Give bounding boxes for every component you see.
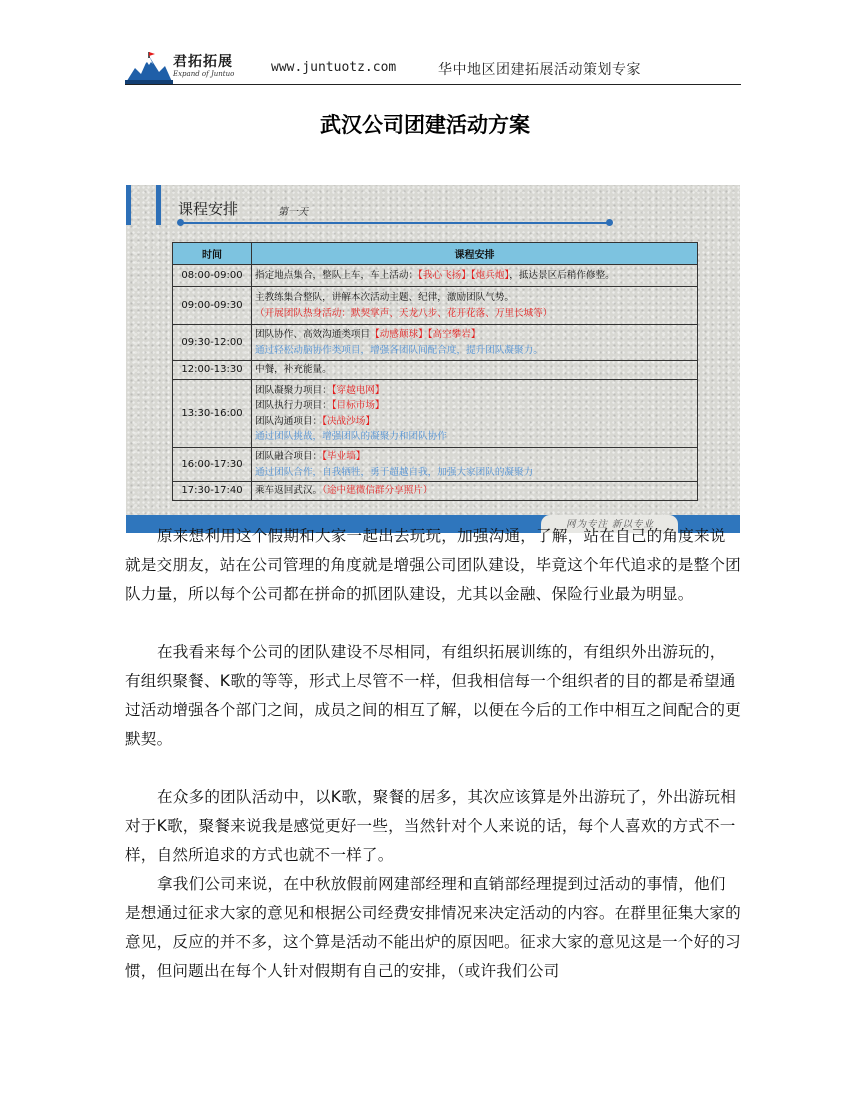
table-row [173, 265, 698, 287]
activity-cell [252, 287, 698, 325]
mountain-logo-icon [125, 50, 173, 84]
activity-segment: 【我心飞扬】【炮兵炮】 [418, 269, 510, 281]
schedule-footer-text: 网为专注 新以专业 [566, 519, 655, 530]
activity-cell [252, 448, 698, 482]
site-url-link[interactable]: www.juntuotz.com [271, 60, 397, 75]
activity-segment: 指定地点集合，整队上车，车上活动： [255, 269, 419, 281]
schedule-heading: 课程安排 [178, 200, 239, 218]
activity-line [255, 429, 694, 445]
activity-segment: 团队沟通项目： [255, 415, 323, 427]
page-title: 武汉公司团建活动方案 [320, 113, 530, 137]
juntuo-logo [125, 50, 250, 84]
activity-line [255, 268, 694, 284]
header-divider [125, 84, 741, 85]
activity-cell [252, 380, 698, 448]
time-cell: 09:30-12:00 [173, 325, 252, 361]
activity-line [255, 362, 694, 378]
table-row [173, 448, 698, 482]
column-header-activity: 课程安排 [252, 243, 698, 265]
activity-line [255, 449, 694, 465]
activity-segment: ，抵达景区后稍作修整。 [509, 269, 615, 281]
activity-line [255, 383, 694, 399]
activity-segment: 【目标市场】 [331, 400, 385, 411]
underline-dot [606, 219, 613, 226]
body-paragraph: 在我看来每个公司的团队建设不尽相同，有组织拓展训练的，有组织外出游玩的，有组织聚餐、K歌的等等，形式上尽管不一样，但我相信每一个组织者的目的都是希望通过活动增强各个部门之间，成员之间的相互了解，以便在今后的工作中相互之间配合的更默契。 [125, 643, 741, 748]
activity-segment: 通过轻松动脑协作类项目，增强各团队间配合度，提升团队凝聚力。 [255, 344, 543, 356]
activity-segment: 通过团队合作，自我牺牲，勇于超越自我，加强大家团队的凝聚力 [255, 466, 534, 478]
activity-segment: 团队执行力项目： [255, 400, 332, 411]
activity-cell [252, 361, 698, 380]
logo-text: 君拓拓展 [173, 54, 233, 70]
underline-dot [177, 219, 184, 226]
activity-line [255, 398, 694, 414]
accent-bar [156, 185, 161, 225]
table-row [173, 325, 698, 361]
table-row [173, 380, 698, 448]
body-paragraph: 在众多的团队活动中，以K歌，聚餐的居多，其次应该算是外出游玩了，外出游玩相对于K歌，聚餐来说我是感觉更好一些，当然针对个人来说的话，每个人喜欢的方式不一样，自然所追求的方式也就不一样了。 [125, 788, 737, 864]
activity-line [255, 465, 694, 481]
activity-line [255, 327, 694, 343]
logo-subtitle: Expand of Juntuo [173, 70, 235, 78]
activity-line [255, 414, 694, 430]
page-header [125, 42, 741, 84]
heading-underline [181, 222, 609, 224]
activity-segment: （途中建微信群分享照片） [322, 485, 433, 497]
activity-segment: 中餐，补充能量。 [255, 364, 332, 376]
activity-cell [252, 482, 698, 501]
time-cell: 13:30-16:00 [173, 380, 252, 448]
time-cell: 09:00-09:30 [173, 287, 252, 325]
activity-cell [252, 265, 698, 287]
time-cell: 16:00-17:30 [173, 448, 252, 482]
table-row [173, 361, 698, 380]
activity-cell [252, 325, 698, 361]
activity-segment: 【动感颠球】【高空攀岩】 [370, 329, 481, 340]
activity-segment: 乘车返回武汉。 [255, 485, 323, 497]
schedule-image [126, 185, 740, 533]
activity-segment: 【毕业墙】 [322, 451, 366, 462]
body-paragraph: 拿我们公司来说，在中秋放假前网建部经理和直销部经理提到过活动的事情，他们是想通过征求大家的意见和根据公司经费安排情况来决定活动的内容。在群里征集大家的意见，反应的并不多，这个算是活动不能出炉的原因吧。征求大家的意见这是一个好的习惯，但问题出在每个人针对假期有自己的安排，（或许我们公司 [125, 875, 741, 980]
activity-segment: 主教练集合整队，讲解本次活动主题、纪律，激励团队气势。 [255, 292, 515, 303]
column-header-time: 时间 [173, 243, 252, 265]
activity-segment: 团队凝聚力项目： [255, 384, 332, 396]
time-cell: 08:00-09:00 [173, 265, 252, 287]
activity-segment: 通过团队挑战，增强团队的凝聚力和团队协作 [255, 431, 447, 442]
table-row [173, 482, 698, 501]
table-row [173, 287, 698, 325]
activity-line [255, 306, 694, 322]
activity-segment: 【穿越电网】 [331, 384, 385, 396]
header-slogan: 华中地区团建拓展活动策划专家 [438, 62, 641, 78]
activity-segment: 【决战沙场】 [322, 415, 375, 427]
activity-segment: 团队融合项目： [255, 451, 323, 462]
time-cell: 17:30-17:40 [173, 482, 252, 501]
time-cell: 12:00-13:30 [173, 361, 252, 380]
activity-segment: （开展团队热身活动：默契掌声、天龙八步、花开花落、万里长城等） [255, 307, 553, 319]
body-paragraph: 原来想利用这个假期和大家一起出去玩玩，加强沟通，了解，站在自己的角度来说就是交朋友，站在公司管理的角度就是增强公司团队建设，毕竟这个年代追求的是整个团队力量，所以每个公司都在拼命的抓团队建设，尤其以金融、保险行业最为明显。 [125, 527, 741, 603]
activity-line [255, 343, 694, 359]
schedule-table [172, 242, 698, 501]
activity-segment: 团队协作、高效沟通类项目 [255, 329, 371, 340]
activity-line [255, 483, 694, 499]
schedule-day: 第一天 [278, 207, 308, 218]
accent-bar [126, 185, 131, 225]
schedule-table-body [173, 265, 698, 501]
table-header-row [173, 243, 698, 265]
activity-line [255, 290, 694, 306]
